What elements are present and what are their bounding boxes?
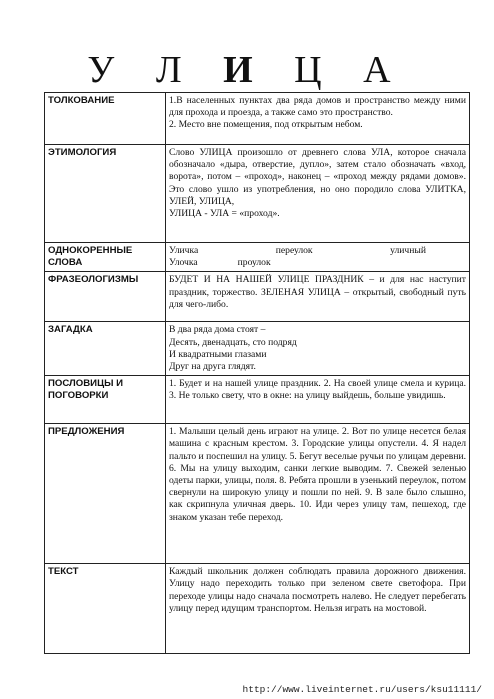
title-part: Ц А	[268, 49, 407, 91]
row-label: ПРЕДЛОЖЕНИЯ	[45, 424, 166, 564]
table-row	[45, 424, 470, 564]
table-row	[45, 145, 470, 243]
row-label: ОДНОКОРЕННЫЕ СЛОВА	[45, 243, 166, 272]
table-row	[45, 376, 470, 424]
row-label: ТЕКСТ	[45, 564, 166, 654]
table-row	[45, 564, 470, 654]
row-label: ТОЛКОВАНИЕ	[45, 93, 166, 145]
row-content: 1. Малыши целый день играют на улице. 2. Вот по улице несется белая машина с красным крестом. 3. Городские улицы опустели. 4. Я надел пальто и поспешил на улицу. 5. Бегут веселые ручьи по улицам деревни. 6. Мы на улицу выходим, санки легкие выводим. 7. Свежей зеленью одеты парки, улицы, поля. 8. Ребята прошли в узенький переулок, потом свернули на широкую улицу и пошли по ней. 9. В зале было слышно, как скрипнула уличная дверь. 10. Иди через улицу там, пешеход, где знаком указан тебе переход.	[166, 424, 470, 564]
table-row	[45, 243, 470, 272]
words-row: Уличка переулок уличный	[169, 245, 426, 256]
row-label: ПОСЛОВИЦЫ И ПОГОВОРКИ	[45, 376, 166, 424]
row-content: Каждый школьник должен соблюдать правила дорожного движения. Улицу надо переходить только при зеленом свете светофора. При переходе улицы надо сначала посмотреть налево. Не следует перебегать улицу перед идущим транспортом. Нельзя играть на мостовой.	[166, 564, 470, 654]
row-content	[166, 243, 470, 272]
row-label: ЭТИМОЛОГИЯ	[45, 145, 166, 243]
table-row	[45, 93, 470, 145]
title-part-bold: И	[223, 49, 269, 91]
row-label: ЗАГАДКА	[45, 322, 166, 376]
row-content: 1.В населенных пунктах два ряда домов и пространство между ними для прохода и проезда, а также само это пространство. 2. Место вне помещения, под открытым небом.	[166, 93, 470, 145]
source-url: http://www.liveinternet.ru/users/ksu11111/	[242, 684, 482, 695]
title-part: У Л	[87, 49, 224, 91]
row-label: ФРАЗЕОЛОГИЗМЫ	[45, 272, 166, 322]
row-content: Слово УЛИЦА произошло от древнего слова УЛА, которое сначала обозначало «дыра, отверстие, дупло», затем стало обозначать «вход, ворота», потом – «проход», наконец – «проход между рядами домов». Это слово ушло из употребления, но оно породило слова УЛИТКА, УЛЕЙ, УЛИЦА, УЛИЦА - УЛА = «проход».	[166, 145, 470, 243]
row-content: БУДЕТ И НА НАШЕЙ УЛИЦЕ ПРАЗДНИК – и для нас наступит праздник, торжество. ЗЕЛЕНАЯ УЛИЦА – открытый, свободный путь для чего-либо.	[166, 272, 470, 322]
words-row: Улочка проулок	[169, 257, 271, 269]
row-content: 1. Будет и на нашей улице праздник. 2. На своей улице смела и курица. 3. Не только свету, что в окне: на улицу выйдешь, больше увидишь.	[166, 376, 470, 424]
row-content: В два ряда дома стоят – Десять, двенадцать, сто подряд И квадратными глазами Друг на друга глядят.	[166, 322, 470, 376]
vocabulary-table	[44, 92, 470, 654]
page-title	[0, 50, 494, 90]
table-row	[45, 272, 470, 322]
table-row	[45, 322, 470, 376]
